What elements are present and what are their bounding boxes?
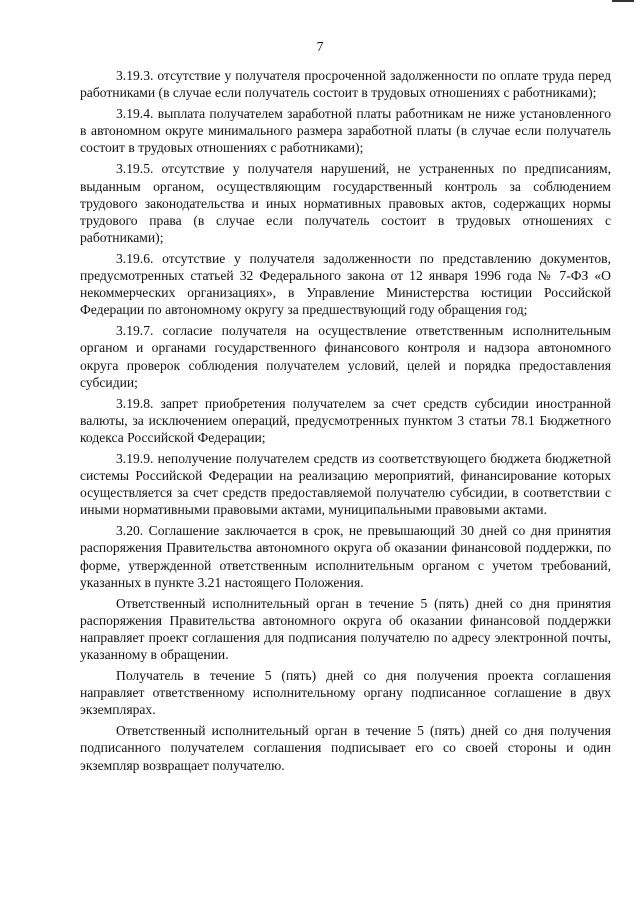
paragraph-recipient-signing: Получатель в течение 5 (пять) дней со дня получения проекта соглашения направляет ответственному исполнительному органу подписанное соглашение в двух экземплярах.	[80, 668, 611, 718]
paragraph-3-20: 3.20. Соглашение заключается в срок, не превышающий 30 дней со дня принятия распоряжения Правительства автономного округа об оказании финансовой поддержки, по форме, утвержденной ответственным исполнительным органом с учетом требований, указанных в пункте 3.21 настоящего Положения.	[80, 523, 611, 590]
document-body	[80, 67, 611, 778]
paragraph-3-19-5: 3.19.5. отсутствие у получателя нарушений, не устраненных по предписаниям, выданным органом, осуществляющим государственный контроль за соблюдением трудового законодательства и иных нормативных правовых актов, содержащих нормы трудового права (в случае если получатель состоит в трудовых отношениях с работниками);	[80, 161, 611, 245]
paragraph-agreement-draft: Ответственный исполнительный орган в течение 5 (пять) дней со дня принятия распоряжения Правительства автономного округа об оказании финансовой поддержки направляет проект соглашения для подписания получателю по адресу электронной почты, указанному в обращении.	[80, 595, 611, 662]
paragraph-3-19-4: 3.19.4. выплата получателем заработной платы работникам не ниже установленного в автономном округе минимального размера заработной платы (в случае если получатель состоит в трудовых отношениях с работниками);	[80, 106, 611, 156]
scan-edge-mark	[612, 0, 634, 2]
paragraph-agreement-return: Ответственный исполнительный орган в течение 5 (пять) дней со дня получения подписанного получателем соглашения подписывает его со своей стороны и один экземпляр возвращает получателю.	[80, 723, 611, 773]
page-number: 7	[316, 39, 324, 54]
paragraph-3-19-3: 3.19.3. отсутствие у получателя просроченной задолженности по оплате труда перед работниками (в случае если получатель состоит в трудовых отношениях с работниками);	[80, 68, 611, 101]
paragraph-3-19-8: 3.19.8. запрет приобретения получателем за счет средств субсидии иностранной валюты, за исключением операций, предусмотренных пунктом 3 статьи 78.1 Бюджетного кодекса Российской Федерации;	[80, 395, 611, 445]
paragraph-3-19-7: 3.19.7. согласие получателя на осуществление ответственным исполнительным органом и органами государственного финансового контроля и надзора автономного округа проверок соблюдения получателем условий, целей и порядка предоставления субсидии;	[80, 323, 611, 390]
paragraph-3-19-6: 3.19.6. отсутствие у получателя задолженности по представлению документов, предусмотренных статьей 32 Федерального закона от 12 января 1996 года № 7-ФЗ «О некоммерческих организациях», в Управление Министерства юстиции Российской Федерации по автономному округу за предшествующий году обращения год;	[80, 250, 611, 318]
paragraph-3-19-9: 3.19.9. неполучение получателем средств из соответствующего бюджета бюджетной системы Российской Федерации на реализацию мероприятий, финансирование которых осуществляется за счет средств предоставляемой получателю субсидии, в соответствии с иными нормативными правовыми актами, муниципальными правовыми актами.	[80, 450, 611, 518]
